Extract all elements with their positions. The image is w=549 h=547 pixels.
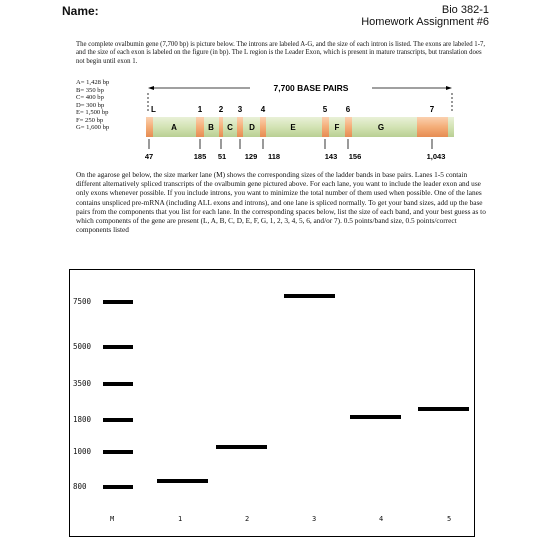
exon-label-1: 1 — [197, 105, 203, 114]
lane-label-1: 1 — [178, 515, 183, 523]
lane-2-band — [216, 445, 267, 449]
assignment-title: Homework Assignment #6 — [361, 16, 489, 28]
exon-size-ticks — [149, 139, 432, 149]
course-label: Bio 382-1 — [441, 4, 489, 16]
intron-size-e: E= 1,500 bp — [76, 109, 109, 116]
intron-size-a: A= 1,428 bp — [76, 79, 110, 86]
exon-label-7: 7 — [429, 105, 435, 114]
lane-3-band — [284, 294, 335, 298]
intron-size-f: F= 250 bp — [76, 116, 104, 124]
intron-label-f: F — [334, 123, 340, 132]
gene-bar — [146, 117, 454, 137]
marker-band-5000 — [103, 345, 133, 349]
marker-label-3500: 3500 — [73, 379, 92, 388]
exon-size-leader: 47 — [144, 152, 154, 161]
exon-label-5: 5 — [322, 105, 328, 114]
marker-label-1800: 1800 — [73, 415, 92, 424]
arrow-head-left — [148, 86, 154, 90]
intron-label-d: D — [249, 123, 255, 132]
intron-size-g: G= 1,600 bp — [76, 124, 110, 131]
agarose-gel — [69, 269, 475, 537]
lane-label-4: 4 — [379, 515, 384, 523]
intron-label-c: C — [227, 123, 233, 132]
marker-band-1000 — [103, 450, 133, 454]
lane-label-3: 3 — [312, 515, 317, 523]
lane-4-band — [350, 415, 401, 419]
marker-label-5000: 5000 — [73, 342, 92, 351]
name-label: Name: — [62, 4, 99, 18]
marker-band-1800 — [103, 418, 133, 422]
exon-size-1: 185 — [193, 152, 207, 161]
instructions-paragraph: On the agarose gel below, the size marker lane (M) shows the corresponding sizes of the ladder bands in base pairs. Lanes 1-5 contain different alternatively spliced transcripts of the ovalbumin gene pictured above. For each lane, you want to include the leader exon and use only exons whenever possible. If you include introns, you want to minimize the total number of them used when possible. One of the lanes contains unspliced pre-mRNA (including ALL exons and introns), and one lane is spliced normally. To get your band sizes, add up the base pairs from the components that you list for each lane. In the corresponding spaces below, list the size of each band, and your best guess as to which components of the gene are present (L, A, B, C, D, E, F, G, 1, 2, 3, 4, 5, 6, and/or 7). 0.5 points/band size, 0.5 points/correct components listed — [76, 170, 486, 235]
exon-2 — [219, 117, 223, 137]
arrow-head-right — [446, 86, 452, 90]
marker-band-800 — [103, 485, 133, 489]
leader-label: L — [151, 105, 156, 114]
lane-1-band — [157, 479, 208, 483]
intron-label-b: B — [208, 123, 214, 132]
marker-label-1000: 1000 — [73, 447, 92, 456]
exon-4 — [260, 117, 266, 137]
intron-label-e: E — [290, 123, 296, 132]
exon-size-4: 118 — [267, 152, 281, 161]
marker-label-800: 800 — [73, 482, 87, 491]
intron-size-d: D= 300 bp — [76, 101, 105, 109]
gene-length-label: 7,700 BASE PAIRS — [273, 83, 349, 93]
intron-size-b: B= 350 bp — [76, 86, 104, 94]
exon-3 — [237, 117, 243, 137]
lane-label-2: 2 — [245, 515, 250, 523]
exon-6 — [345, 117, 352, 137]
exon-size-6: 156 — [348, 152, 362, 161]
exon-7 — [417, 117, 448, 137]
exon-size-2: 51 — [217, 152, 227, 161]
intro-paragraph: The complete ovalbumin gene (7,700 bp) is picture below. The introns are labeled A-G, and the size of each intron is listed. The exons are labeled 1-7, and the size of each exon is labeled on the figure (in bp). The L region is the Leader Exon, which is present in mature transcripts, but translation does not begin until exon 1. — [76, 41, 486, 65]
lane-label-m: M — [110, 515, 115, 523]
exon-label-2: 2 — [218, 105, 224, 114]
exon-label-6: 6 — [345, 105, 351, 114]
marker-band-7500 — [103, 300, 133, 304]
exon-1 — [196, 117, 204, 137]
intron-label-g: G — [377, 123, 385, 132]
intron-label-a: A — [171, 123, 177, 132]
marker-band-3500 — [103, 382, 133, 386]
exon-label-4: 4 — [260, 105, 266, 114]
lane-label-5: 5 — [447, 515, 452, 523]
intron-size-c: C= 400 bp — [76, 94, 104, 101]
gene-diagram — [0, 0, 549, 170]
exon-leader — [146, 117, 153, 137]
marker-label-7500: 7500 — [73, 297, 92, 306]
exon-label-3: 3 — [237, 105, 243, 114]
exon-5 — [322, 117, 329, 137]
exon-size-3: 129 — [244, 152, 258, 161]
lane-5-band — [418, 407, 469, 411]
exon-size-7: 1,043 — [426, 152, 446, 161]
exon-size-5: 143 — [324, 152, 338, 161]
